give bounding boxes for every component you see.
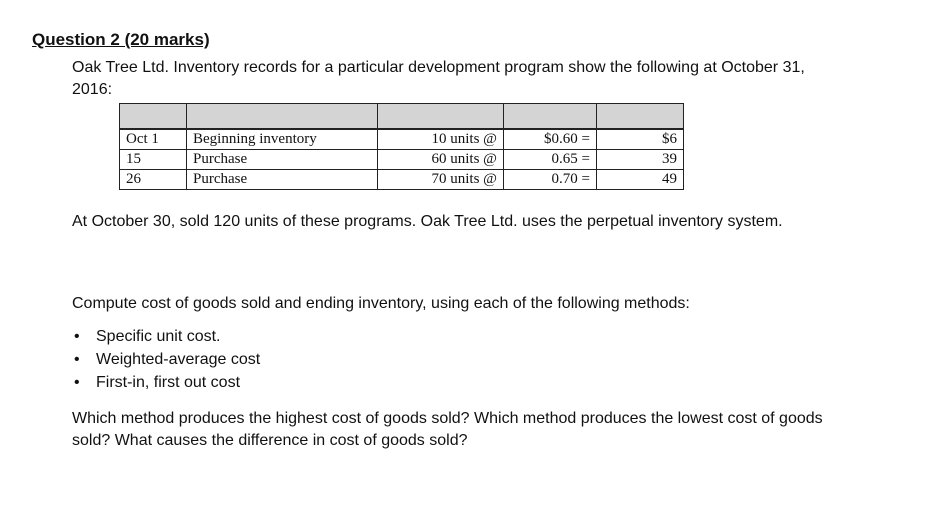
description-cell: Purchase xyxy=(187,150,378,170)
header-cell xyxy=(597,104,684,130)
table-header-row xyxy=(120,104,684,130)
description-cell: Beginning inventory xyxy=(187,129,378,150)
table-row xyxy=(120,150,684,170)
bullet-icon: • xyxy=(74,374,80,391)
methods-list xyxy=(72,325,260,394)
compute-instruction: Compute cost of goods sold and ending inventory, using each of the following methods: xyxy=(72,295,690,312)
sale-paragraph: At October 30, sold 120 units of these programs. Oak Tree Ltd. uses the perpetual inventory system. xyxy=(72,213,783,230)
question-title: Question 2 (20 marks) xyxy=(32,30,210,49)
header-cell xyxy=(378,104,504,130)
total-cost-cell: 49 xyxy=(597,170,684,190)
date-cell: Oct 1 xyxy=(120,129,187,150)
method-label: First-in, first out cost xyxy=(96,374,241,391)
unit-cost-cell: $0.60 = xyxy=(504,129,597,150)
description-cell: Purchase xyxy=(187,170,378,190)
list-item xyxy=(72,348,260,371)
units-cell: 60 units @ xyxy=(378,150,504,170)
unit-cost-cell: 0.70 = xyxy=(504,170,597,190)
units-cell: 70 units @ xyxy=(378,170,504,190)
units-cell: 10 units @ xyxy=(378,129,504,150)
header-cell xyxy=(187,104,378,130)
total-cost-cell: $6 xyxy=(597,129,684,150)
date-cell: 15 xyxy=(120,150,187,170)
intro-paragraph: Oak Tree Ltd. Inventory records for a particular development program show the following at October 31, 2016: xyxy=(72,59,805,98)
list-item xyxy=(72,325,260,348)
list-item xyxy=(72,371,260,394)
date-cell: 26 xyxy=(120,170,187,190)
bullet-icon: • xyxy=(74,328,80,345)
table-row xyxy=(120,129,684,150)
questions-paragraph: Which method produces the highest cost of goods sold? Which method produces the lowest cost of goods sold? What causes the difference in cost of goods sold? xyxy=(72,410,823,449)
method-label: Weighted-average cost xyxy=(96,351,261,368)
header-cell xyxy=(120,104,187,130)
header-cell xyxy=(504,104,597,130)
unit-cost-cell: 0.65 = xyxy=(504,150,597,170)
bullet-icon: • xyxy=(74,351,80,368)
total-cost-cell: 39 xyxy=(597,150,684,170)
method-label: Specific unit cost. xyxy=(96,328,221,345)
inventory-table xyxy=(119,103,684,190)
table-row xyxy=(120,170,684,190)
